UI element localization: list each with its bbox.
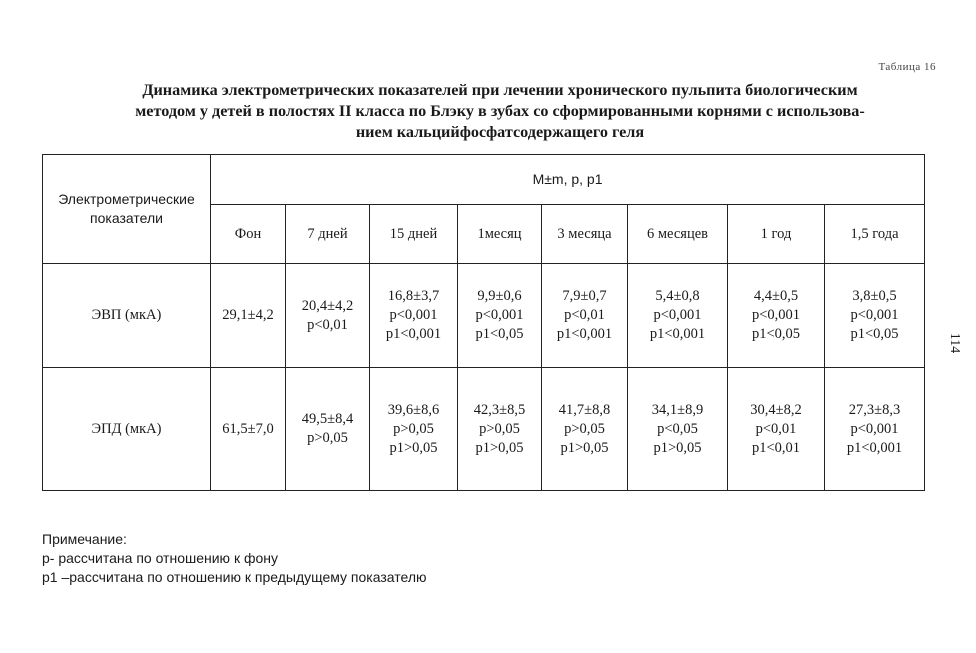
p-value: p<0,05 (657, 420, 698, 437)
p1-value: p1>0,05 (389, 439, 438, 456)
electrometric-table (42, 154, 925, 491)
value-cell (728, 264, 825, 368)
p-value: p<0,001 (475, 307, 524, 323)
period-label: 1месяц (477, 225, 522, 242)
period-label: 3 месяца (557, 225, 612, 242)
period-header-cell (542, 205, 628, 264)
mean-value: 9,9±0,6 (477, 288, 522, 304)
p-value: p<0,01 (307, 316, 348, 333)
indicator-header-cell (43, 155, 211, 264)
mean-value: 7,9±0,7 (562, 288, 607, 304)
p1-value: p1>0,05 (560, 439, 609, 456)
period-header-cell (370, 205, 458, 264)
mean-value: 41,7±8,8 (558, 401, 611, 418)
value-cell (728, 368, 825, 491)
p-value: p<0,01 (564, 307, 605, 323)
value-cell (628, 264, 728, 368)
mean-value: 3,8±0,5 (852, 288, 897, 304)
p-value: p>0,05 (307, 430, 348, 446)
note-heading: Примечание: (42, 531, 127, 547)
note-line-2: p1 –рассчитана по отношению к предыдущему показателю (42, 569, 427, 585)
row-name: ЭПД (мкА) (91, 420, 162, 437)
period-label: Фон (234, 225, 262, 242)
mean-value: 61,5±7,0 (222, 420, 274, 437)
p1-value: p1<0,001 (385, 326, 442, 342)
p-value: p<0,001 (850, 307, 899, 323)
p1-value: p1<0,05 (475, 326, 524, 342)
p-value: p<0,001 (653, 307, 702, 323)
p1-value: p1<0,05 (751, 326, 801, 342)
mean-value: 39,6±8,6 (387, 401, 440, 418)
p-value: p>0,05 (393, 420, 434, 437)
row-name-cell (43, 264, 211, 368)
value-cell (628, 368, 728, 491)
period-label: 6 месяцев (647, 225, 708, 242)
p-value: p>0,05 (564, 420, 605, 437)
mean-value: 42,3±8,5 (473, 401, 526, 418)
table-title (40, 80, 960, 143)
mean-value: 30,4±8,2 (750, 401, 802, 418)
period-header-cell (286, 205, 370, 264)
mean-value: 49,5±8,4 (301, 411, 354, 427)
period-header-cell (628, 205, 728, 264)
value-cell (458, 264, 542, 368)
value-cell (211, 368, 286, 491)
p-value: p<0,001 (389, 307, 438, 323)
p-value: p<0,001 (850, 420, 899, 437)
p1-value: p1>0,05 (475, 439, 524, 456)
title-line-2: методом у детей в полостях II класса по Блэку в зубах со сформированными корнями с использова- (135, 102, 865, 120)
p-value: p>0,05 (479, 420, 520, 437)
title-line-1: Динамика электрометрических показателей при лечении хронического пульпита биологическим (142, 81, 858, 99)
note-line-1: p- рассчитана по отношению к фону (42, 550, 278, 566)
mean-value: 16,8±3,7 (387, 288, 440, 304)
period-label: 7 дней (307, 225, 348, 242)
mean-value: 20,4±4,2 (301, 297, 354, 314)
period-label: 1,5 года (850, 225, 899, 242)
period-header-cell (825, 205, 925, 264)
p1-value: p1<0,05 (850, 326, 899, 342)
p1-value: p1<0,01 (751, 439, 801, 456)
p-value: p<0,001 (751, 307, 801, 323)
table-label: Таблица 16 (878, 61, 936, 73)
value-cell (286, 264, 370, 368)
value-cell (370, 368, 458, 491)
note-block (42, 530, 427, 587)
indicator-header: Электрометрические показатели (58, 191, 195, 226)
mean-value: 4,4±0,5 (753, 288, 799, 304)
row-name-cell (43, 368, 211, 491)
stats-header: M±m, p, p1 (532, 171, 603, 187)
period-label: 15 дней (389, 225, 438, 242)
page-number: 114 (947, 332, 963, 354)
p1-value: p1<0,001 (846, 439, 903, 456)
stats-header-cell (211, 155, 925, 205)
mean-value: 27,3±8,3 (848, 401, 901, 418)
table-row-evp (43, 264, 925, 368)
p1-value: p1<0,001 (649, 326, 706, 342)
value-cell (825, 264, 925, 368)
value-cell (542, 264, 628, 368)
value-cell (370, 264, 458, 368)
mean-value: 29,1±4,2 (222, 307, 274, 323)
value-cell (458, 368, 542, 491)
value-cell (286, 368, 370, 491)
mean-value: 34,1±8,9 (651, 401, 704, 418)
value-cell (211, 264, 286, 368)
period-header-cell (211, 205, 286, 264)
p-value: p<0,01 (755, 420, 797, 437)
row-name: ЭВП (мкА) (91, 307, 162, 323)
period-label: 1 год (760, 225, 792, 242)
value-cell (825, 368, 925, 491)
value-cell (542, 368, 628, 491)
table-row-epd (43, 368, 925, 491)
p1-value: p1>0,05 (653, 439, 702, 456)
mean-value: 5,4±0,8 (655, 288, 700, 304)
p1-value: p1<0,001 (556, 326, 613, 342)
period-header-cell (728, 205, 825, 264)
title-line-3: нием кальцийфосфатсодержащего геля (355, 123, 645, 141)
period-header-cell (458, 205, 542, 264)
